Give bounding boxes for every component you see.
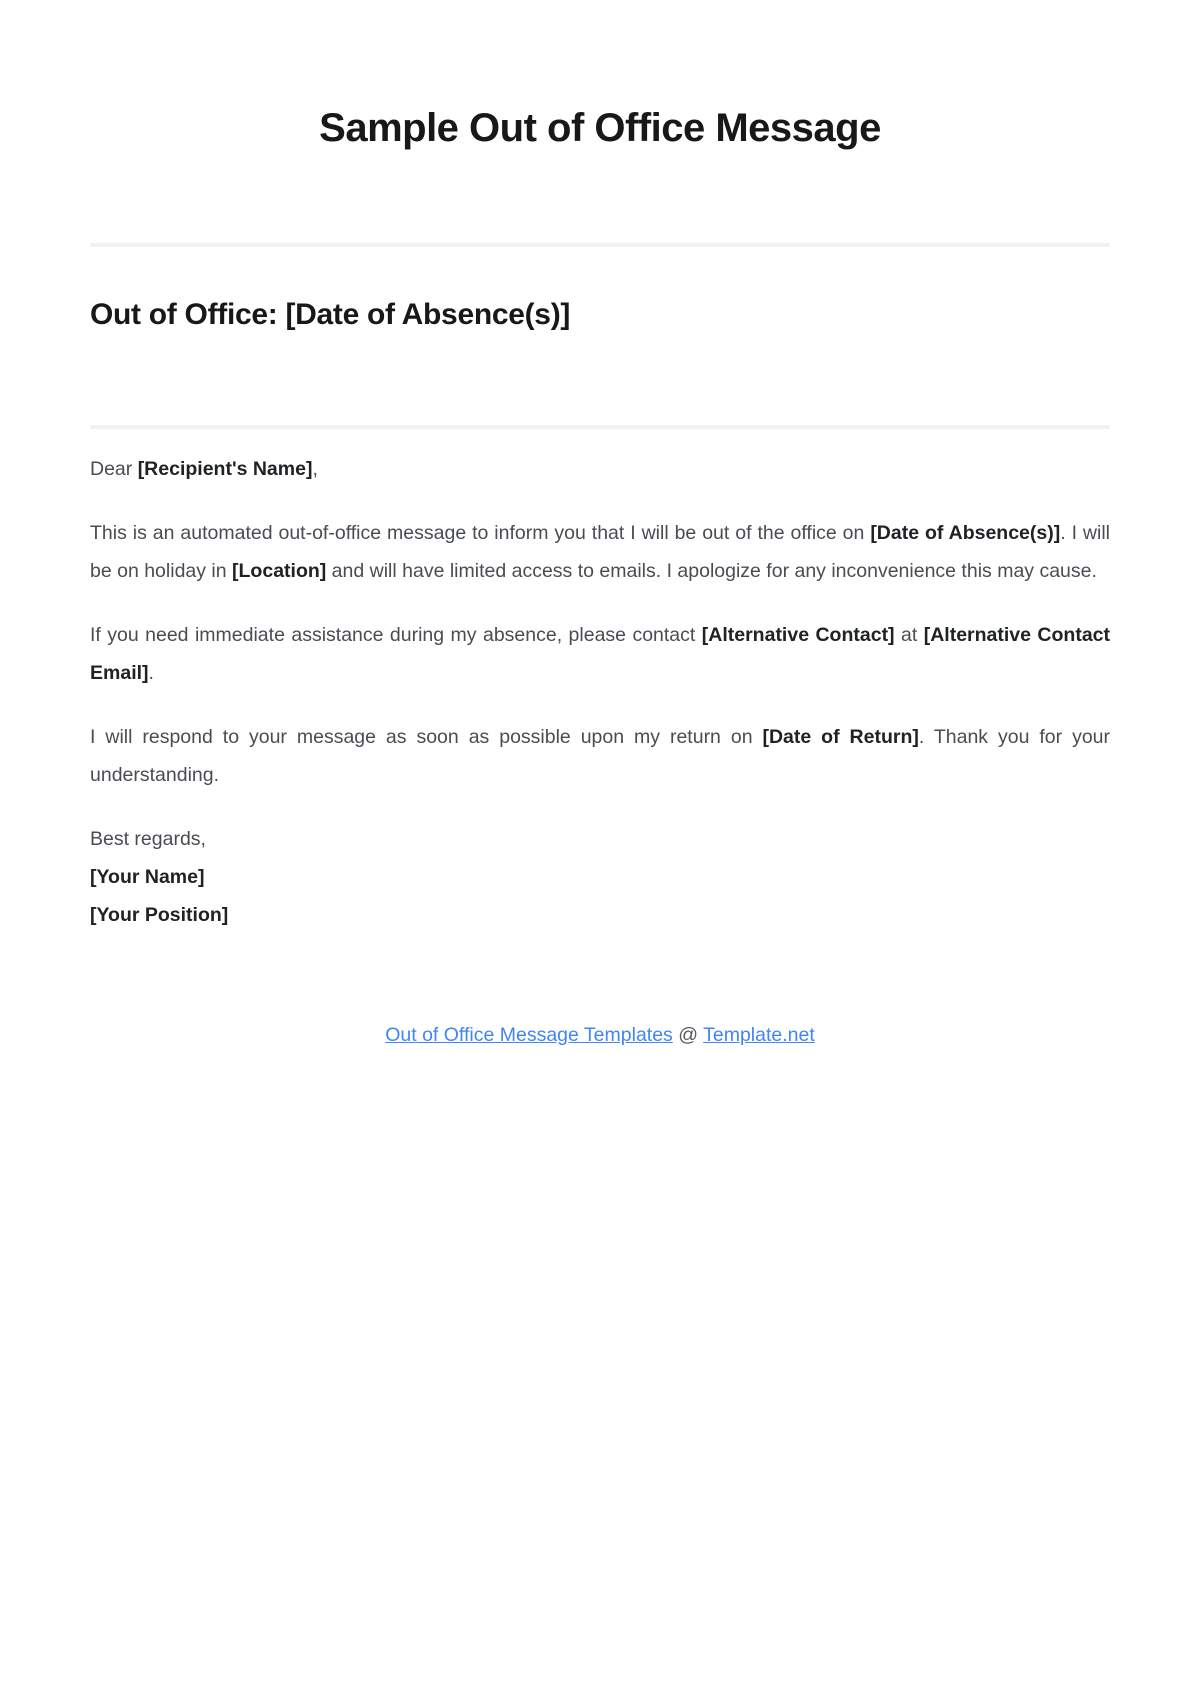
templates-link[interactable]: Out of Office Message Templates [385,1024,673,1046]
salutation-prefix: Dear [90,458,138,480]
placeholder-alternative-contact-email: [Alternative Contact Email] [90,624,1110,684]
template-net-link[interactable]: Template.net [703,1024,815,1046]
page-title: Sample Out of Office Message [319,106,881,150]
absence-text-1: This is an automated out-of-office message to inform you that I will be out of the office on [90,522,871,544]
at-separator: @ [678,1024,699,1046]
placeholder-recipient-name: [Recipient's Name] [137,458,313,480]
placeholder-date-of-absence: [Date of Absence(s)] [870,522,1061,544]
signoff-regards: Best regards, [90,828,206,850]
absence-text-3: and will have limited access to emails. I apologize for any inconvenience this may cause. [326,560,1097,582]
assistance-text-3: . [148,662,154,684]
paragraph-return [90,718,1110,794]
divider-heading [90,425,1110,429]
return-text-2: . Thank you for your understanding. [90,726,1111,786]
assistance-text-2: at [894,624,924,646]
placeholder-location: [Location] [232,560,327,582]
section-heading: Out of Office: [Date of Absence(s)] [90,298,571,331]
signoff-block [90,820,1110,934]
paragraph-assistance [90,616,1110,692]
return-text-1: I will respond to your message as soon as possible upon my return on [90,726,763,748]
assistance-text-1: If you need immediate assistance during my absence, please contact [90,624,702,646]
paragraph-absence [90,514,1110,590]
attribution-footer [90,1020,1110,1050]
placeholder-alternative-contact: [Alternative Contact] [701,624,895,646]
salutation-line [90,450,1110,488]
placeholder-your-position: [Your Position] [90,904,229,926]
salutation-suffix: , [312,458,318,480]
absence-text-2: . I will be on holiday in [90,522,1111,582]
placeholder-your-name: [Your Name] [90,866,205,888]
divider-top [90,243,1110,247]
placeholder-date-of-return: [Date of Return] [762,726,919,748]
